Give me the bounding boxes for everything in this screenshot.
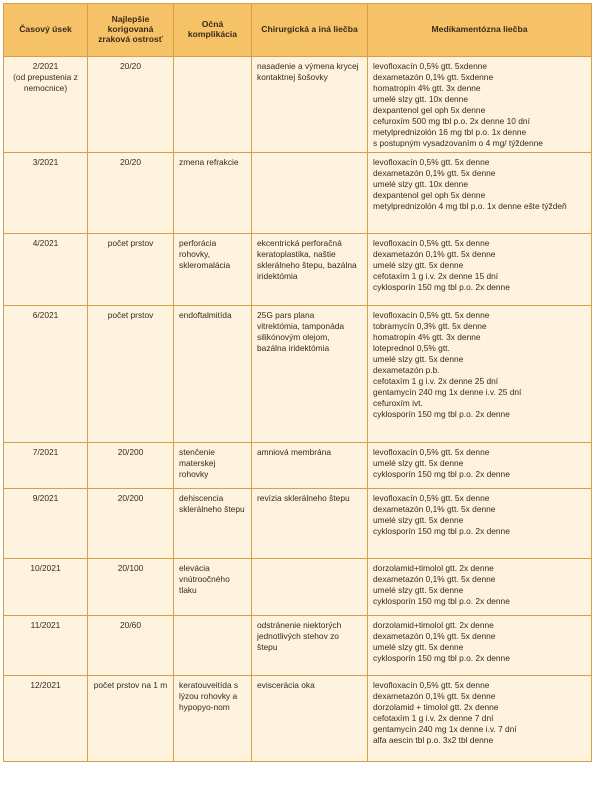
cell-surgery: revízia sklerálneho štepu (252, 489, 368, 559)
table-row (4, 559, 592, 616)
header-period: Časový úsek (4, 4, 88, 57)
cell-complication (174, 57, 252, 153)
cell-medication: levofloxacín 0,5% gtt. 5x denne dexametazón 0,1% gtt. 5x denne umelé slzy gtt. 5x denne cefotaxím 1 g i.v. 2x denne 15 dní cyklosporín 150 mg tbl p.o. 2x denne (368, 234, 592, 306)
cell-medication: levofloxacín 0,5% gtt. 5x denne dexametazón 0,1% gtt. 5x denne dorzolamid + timolol gtt. 2x denne cefotaxím 1 g i.v. 2x denne 7 dní gentamycín 240 mg 1x denne i.v. 7 dní alfa aescin tbl p.o. 3x2 tbl denne (368, 676, 592, 762)
cell-visual-acuity: počet prstov (88, 306, 174, 443)
cell-surgery: ekcentrická perforačná keratoplastika, naštie sklerálneho štepu, bazálna iridektómia (252, 234, 368, 306)
header-surgical-treatment: Chirurgická a iná liečba (252, 4, 368, 57)
cell-surgery: amniová membrána (252, 443, 368, 489)
table-row (4, 616, 592, 676)
header-medication: Medikamentózna liečba (368, 4, 592, 57)
cell-visual-acuity: 20/200 (88, 489, 174, 559)
cell-visual-acuity: počet prstov na 1 m (88, 676, 174, 762)
cell-visual-acuity: 20/20 (88, 153, 174, 234)
cell-complication (174, 616, 252, 676)
cell-surgery: odstránenie niektorých jednotlivých stehov zo štepu (252, 616, 368, 676)
cell-medication: levofloxacín 0,5% gtt. 5x denne tobramycín 0,3% gtt. 5x denne homatropín 4% gtt. 3x denne loteprednol 0,5% gtt. umelé slzy gtt. 5x denne dexametazón p.b. cefotaxím 1 g i.v. 2x denne 25 dní gentamycín 240 mg 1x denne i.v. 25 dní cefuroxím ivt. cyklosporín 150 mg tbl p.o. 2x denne (368, 306, 592, 443)
cell-complication: elevácia vnútroočného tlaku (174, 559, 252, 616)
table-row (4, 153, 592, 234)
table-row (4, 676, 592, 762)
cell-period: 10/2021 (4, 559, 88, 616)
treatment-table-container (3, 3, 591, 762)
cell-surgery: nasadenie a výmena krycej kontaktnej šošovky (252, 57, 368, 153)
cell-medication: levofloxacín 0,5% gtt. 5x denne dexametazón 0,1% gtt. 5x denne umelé slzy gtt. 10x denne dexpantenol gel oph 5x denne metylprednizolón 4 mg tbl p.o. 1x denne ešte týždeň (368, 153, 592, 234)
treatment-timeline-table (3, 3, 592, 762)
cell-complication: stenčenie materskej rohovky (174, 443, 252, 489)
cell-period: 3/2021 (4, 153, 88, 234)
cell-complication: zmena refrakcie (174, 153, 252, 234)
cell-complication: endoftalmitída (174, 306, 252, 443)
cell-complication: dehiscencia sklerálneho štepu (174, 489, 252, 559)
cell-period: 9/2021 (4, 489, 88, 559)
header-eye-complication: Očná komplikácia (174, 4, 252, 57)
table-header-row (4, 4, 592, 57)
cell-medication: levofloxacín 0,5% gtt. 5x denne dexametazón 0,1% gtt. 5x denne umelé slzy gtt. 5x denne cyklosporín 150 mg tbl p.o. 2x denne (368, 489, 592, 559)
cell-medication: dorzolamid+timolol gtt. 2x denne dexametazón 0,1% gtt. 5x denne umelé slzy gtt. 5x denne cyklosporín 150 mg tbl p.o. 2x denne (368, 559, 592, 616)
cell-visual-acuity: počet prstov (88, 234, 174, 306)
cell-visual-acuity: 20/200 (88, 443, 174, 489)
cell-period: 2/2021 (od prepustenia z nemocnice) (4, 57, 88, 153)
cell-complication: perforácia rohovky, skleromalácia (174, 234, 252, 306)
table-row (4, 443, 592, 489)
cell-surgery (252, 153, 368, 234)
cell-medication: levofloxacín 0,5% gtt. 5x denne umelé slzy gtt. 5x denne cyklosporín 150 mg tbl p.o. 2x denne (368, 443, 592, 489)
cell-visual-acuity: 20/20 (88, 57, 174, 153)
table-row (4, 234, 592, 306)
cell-period: 11/2021 (4, 616, 88, 676)
cell-surgery (252, 559, 368, 616)
table-row (4, 489, 592, 559)
table-row (4, 306, 592, 443)
header-visual-acuity: Najlepšie korigovaná zraková ostrosť (88, 4, 174, 57)
cell-period: 7/2021 (4, 443, 88, 489)
cell-visual-acuity: 20/60 (88, 616, 174, 676)
cell-medication: dorzolamid+timolol gtt. 2x denne dexametazón 0,1% gtt. 5x denne umelé slzy gtt. 5x denne cyklosporín 150 mg tbl p.o. 2x denne (368, 616, 592, 676)
cell-surgery: eviscerácia oka (252, 676, 368, 762)
cell-period: 4/2021 (4, 234, 88, 306)
cell-complication: keratouveitída s lýzou rohovky a hypopyo-nom (174, 676, 252, 762)
cell-surgery: 25G pars plana vitrektómia, tamponáda silikónovým olejom, bazálna iridektómia (252, 306, 368, 443)
cell-period: 6/2021 (4, 306, 88, 443)
cell-visual-acuity: 20/100 (88, 559, 174, 616)
cell-period: 12/2021 (4, 676, 88, 762)
cell-medication: levofloxacín 0,5% gtt. 5xdenne dexametazón 0,1% gtt. 5xdenne homatropín 4% gtt. 3x denne umelé slzy gtt. 10x denne dexpantenol gel oph 5x denne cefuroxím 500 mg tbl p.o. 2x denne 10 dní metylprednizolón 16 mg tbl p.o. 1x denne s postupným vysadzovaním o 4 mg/ týždenne (368, 57, 592, 153)
table-row (4, 57, 592, 153)
